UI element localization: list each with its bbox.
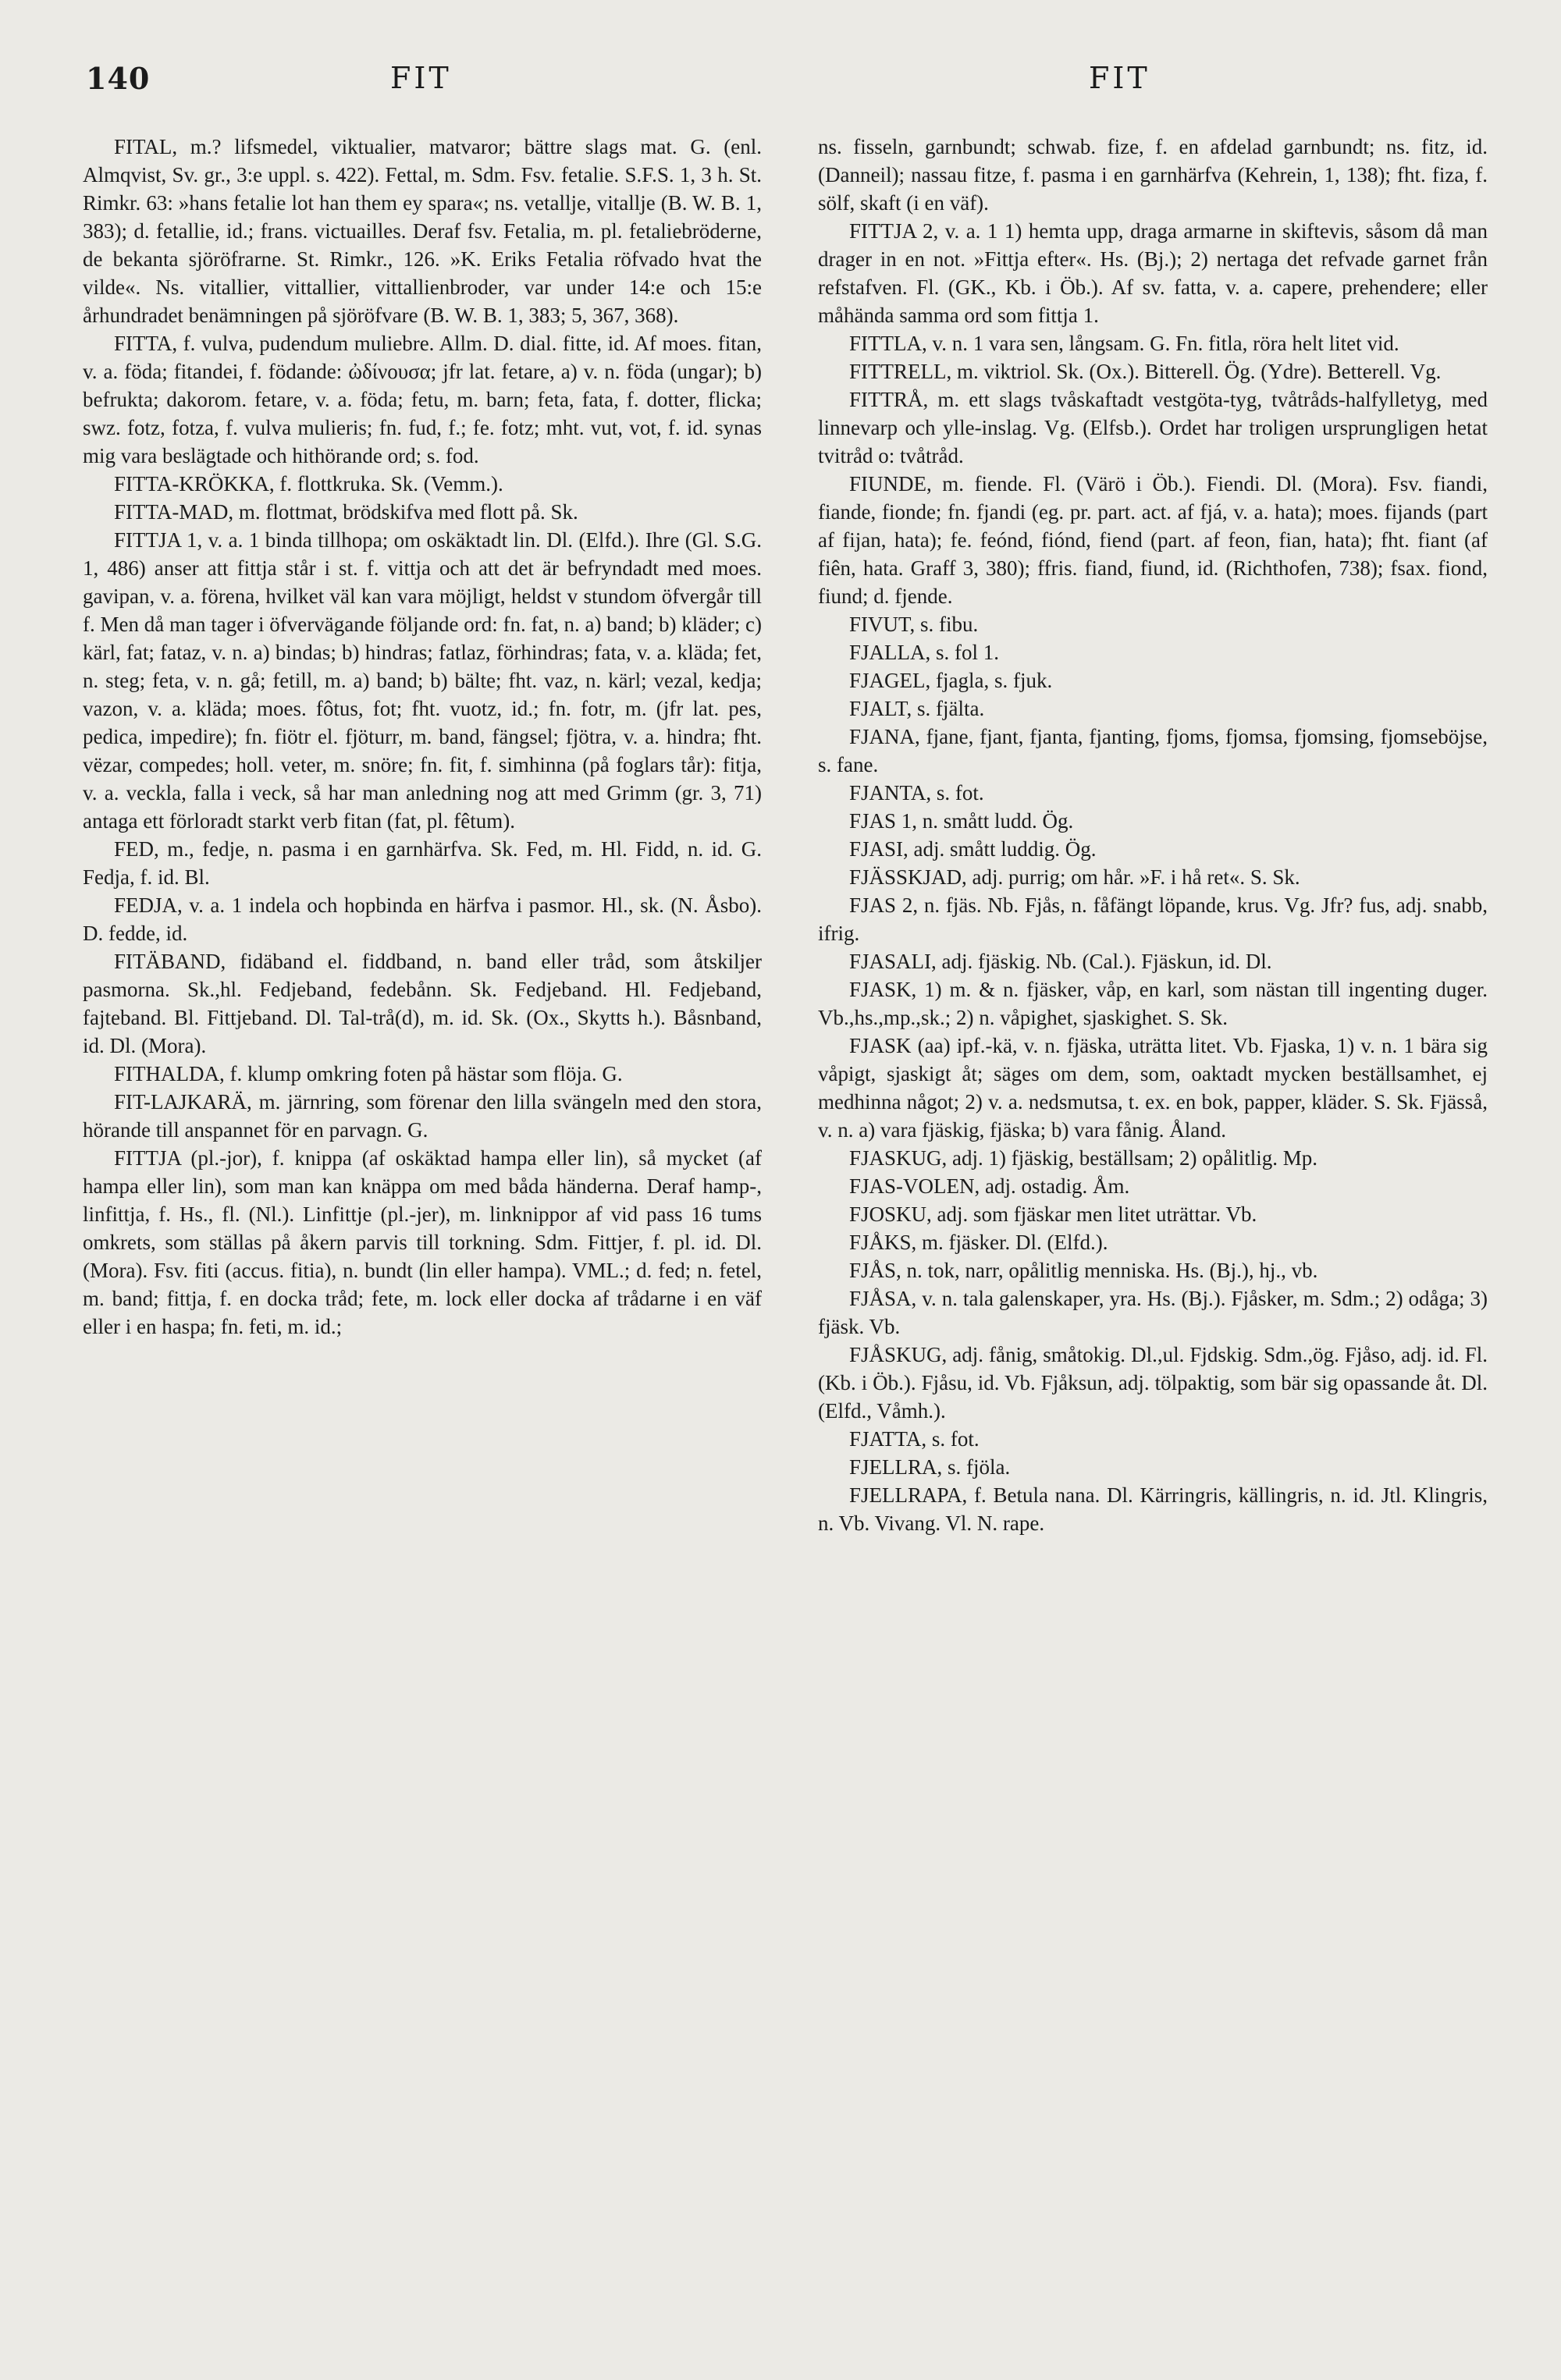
entry-fjatta: FJATTA, s. fot. (849, 1427, 980, 1451)
entry-fjasa: FJÅSA, v. n. tala galenskaper, yra. Hs. (Bj.). Fjåsker, m. Sdm.; 2) odåga; 3) fjäsk. Vb. (818, 1287, 1488, 1338)
left-column (83, 133, 762, 1341)
entry-fjaskug-2: FJÅSKUG, adj. fånig, småtokig. Dl.,ul. Fjdskig. Sdm.,ög. Fjåso, adj. id. Fl. (Kb. i Öb.). Fjåsu, id. Vb. Fjåksun, adj. tölpaktig, som bär sig opassande åt. Dl. (Elfd., Våmh.). (818, 1343, 1488, 1423)
entry-fjalt: FJALT, s. fjälta. (849, 697, 985, 720)
entry-fjosku: FJOSKU, adj. som fjäskar men litet uträttar. Vb. (849, 1202, 1257, 1226)
entry-continuation: ns. fisseln, garnbundt; schwab. fize, f. en afdelad garnbundt; ns. fitz, id. (Danneil); nassau fitze, f. pasma i en garnhärfva (Kehrein, 1, 138); fht. fiza, f. sölf, skaft (i en väf). (818, 135, 1488, 215)
entry-fitaband: FITÄBAND, fidäband el. fiddband, n. band eller tråd, som åtskiljer pasmorna. Sk.,hl. Fedjeband, fedebånn. Sk. Fedjeband. Hl. Fedjeband, fajteband. Bl. Fittjeband. Dl. Tal-trå(d), m. id. Sk. (Ox., Skytts h.). Båsnband, id. Dl. (Mora). (83, 950, 762, 1057)
entry-fjaks: FJÅKS, m. fjäsker. Dl. (Elfd.). (849, 1231, 1108, 1254)
entry-fjask-noun: FJASK, 1) m. & n. fjäsker, våp, en karl, som nästan till ingenting duger. Vb.,hs.,mp.,sk.; 2) n. våpighet, sjaskighet. S. Sk. (818, 978, 1488, 1029)
entry-fjana: FJANA, fjane, fjant, fjanta, fjanting, fjoms, fjomsa, fjomsing, fjomseböjse, s. fane. (818, 725, 1488, 776)
entry-fjas-2: FJAS 2, n. fjäs. Nb. Fjås, n. fåfängt löpande, krus. Vg. Jfr? fus, adj. snabb, ifrig. (818, 893, 1488, 945)
entry-fjasskjad: FJÄSSKJAD, adj. purrig; om hår. »F. i hå ret«. S. Sk. (849, 865, 1300, 889)
entry-fjanta: FJANTA, s. fot. (849, 781, 984, 805)
entry-fithalda: FITHALDA, f. klump omkring foten på hästar som flöja. G. (114, 1062, 623, 1085)
entry-fed: FED, m., fedje, n. pasma i en garnhärfva. Sk. Fed, m. Hl. Fidd, n. id. G. Fedja, f. id. Bl. (83, 837, 762, 889)
entry-fjasali: FJASALI, adj. fjäskig. Nb. (Cal.). Fjäskun, id. Dl. (849, 950, 1272, 973)
entry-fitta-mad: FITTA-MAD, m. flottmat, brödskifva med flott på. Sk. (114, 500, 578, 524)
entry-fjasi: FJASI, adj. smått luddig. Ög. (849, 837, 1097, 861)
entry-fjas-volen: FJAS-VOLEN, adj. ostadig. Åm. (849, 1174, 1130, 1198)
entry-fittla: FITTLA, v. n. 1 vara sen, långsam. G. Fn. fitla, röra helt litet vid. (849, 332, 1399, 355)
entry-fittja-noun: FITTJA (pl.-jor), f. knippa (af oskäktad hampa eller lin), så mycket (af hampa eller lin), som man kan knäppa om med båda händerna. Deraf hamp-, linfittja, f. Hs., fl. (Nl.). Linfittje (pl.-jer), m. linknippor af vid pass 16 tums omkrets, som ställas på åkern parvis till torkning. Sdm. Fittjer, f. pl. id. Dl. (Mora). Fsv. fiti (accus. fitia), n. bundt (lin eller hampa). VML.; d. fed; n. fetel, m. band; fittja, f. en docka tråd; fete, m. lock eller docka af trådarne i en väf eller i en haspa; fn. feti, m. id.; (83, 1146, 762, 1338)
entry-fjas-noun: FJÅS, n. tok, narr, opålitlig menniska. Hs. (Bj.), hj., vb. (849, 1259, 1318, 1282)
entry-fittra: FITTRÅ, m. ett slags tvåskaftadt vestgöta-tyg, tvåtråds-halfylletyg, med linnevarp och ylle-inslag. Vg. (Elfsb.). Ordet har troligen ursprungligen hetat tvitråd o: tvåtråd. (818, 388, 1488, 467)
right-column (818, 133, 1488, 1537)
right-running-head: FIT (1089, 61, 1150, 95)
entry-fit-lajkara: FIT-LAJKARÄ, m. järnring, som förenar den lilla svängeln med den stora, hörande till anspannet för en parvagn. G. (83, 1090, 762, 1142)
left-running-head: FIT (390, 61, 452, 95)
entry-fjellra: FJELLRA, s. fjöla. (849, 1455, 1011, 1479)
entry-fittja-1: FITTJA 1, v. a. 1 binda tillhopa; om oskäktadt lin. Dl. (Elfd.). Ihre (Gl. S.G. 1, 486) anser att fittja står i st. f. vittja och att det är befryndadt med moes. gavipan, v. a. förena, hvilket väl kan vara möjligt, heldst v stundom öfvergår till f. Men då man tager i öfvervägande följande ord: fn. fat, n. a) band; b) kläder; c) kärl, fat; fataz, v. n. a) bindas; b) hindras; fatlaz, förhindras; fata, v. a. kläda; fet, n. steg; feta, v. n. gå; fetill, m. a) band; b) bälte; fht. vaz, n. kärl; vezal, kedja; vazon, v. a. kläda; moes. fôtus, fot; fht. vuotz, id.; fn. fotr, m. (jfr lat. pes, pedica, impedire); fn. fiötr el. fjöturr, m. band, fängsel; fjötra, v. a. hindra; fht. vëzar, compedes; holl. veter, m. snöre; fn. fit, f. simhinna (på foglars tår): fitja, v. a. veckla, falla i veck, så har man anledning nog att med Grimm (gr. 3, 71) antaga ett förloradt starkt verb fitan (fat, pl. fêtum). (83, 528, 762, 833)
entry-fittja-2: FITTJA 2, v. a. 1 1) hemta upp, draga armarne in skiftevis, såsom då man drager in en not. »Fittja efter«. Hs. (Bj.); 2) nertaga det refvade garnet från refstafven. Fl. (GK., Kb. i Öb.). Af sv. fatta, v. a. capere, prehendere; eller måhända samma ord som fittja 1. (818, 219, 1488, 327)
entry-fittrell: FITTRELL, m. viktriol. Sk. (Ox.). Bitterell. Ög. (Ydre). Betterell. Vg. (849, 360, 1442, 383)
entry-fivut: FIVUT, s. fibu. (849, 613, 979, 636)
entry-fital: FITAL, m.? lifsmedel, viktualier, matvaror; bättre slags mat. G. (enl. Almqvist, Sv. gr., 3:e uppl. s. 422). Fettal, m. Sdm. Fsv. fetalie. S.F.S. 1, 3 h. St. Rimkr. 63: »hans fetalie lot han them ey spara«; ns. vetallje, vitallje (B. W. B. 1, 383); d. fetallie, id.; frans. victuailles. Deraf fsv. Fetalia, m. pl. fetaliebröderne, de bekanta sjöröfrarne. St. Rimkr., 126. »K. Eriks Fetalia röfvado hvat the vilde«. Ns. vitallier, vittallier, vittallienbroder, var under 14:e och 15:e århundradet benämningen på sjöröfvare (B. W. B. 1, 383; 5, 367, 368). (83, 135, 762, 327)
entry-fjalla: FJALLA, s. fol 1. (849, 641, 1000, 664)
entry-fiunde: FIUNDE, m. fiende. Fl. (Värö i Öb.). Fiendi. Dl. (Mora). Fsv. fiandi, fiande, fionde; fn. fjandi (eg. pr. part. act. af fjá, v. a. hata); moes. fijands (part af fijan, hata); fe. feónd, fiónd, fiend (part. af feon, fian, hata); fht. fiant (af fiên, hata. Graff 3, 380); ffris. fiand, fiund, id. (Richthofen, 738); fsax. fiond, fiund; d. fjende. (818, 472, 1488, 608)
entry-fjaskug: FJASKUG, adj. 1) fjäskig, beställsam; 2) opålitlig. Mp. (849, 1146, 1317, 1170)
entry-fjas-1: FJAS 1, n. smått ludd. Ög. (849, 809, 1074, 833)
page-number: 140 (86, 61, 151, 96)
entry-fitta-krokka: FITTA-KRÖKKA, f. flottkruka. Sk. (Vemm.). (114, 472, 503, 496)
entry-fjellrapa: FJELLRAPA, f. Betula nana. Dl. Kärringris, källingris, n. id. Jtl. Klingris, n. Vb. Vivang. Vl. N. rape. (818, 1483, 1488, 1535)
entry-fjask-verb: FJASK (aa) ipf.-kä, v. n. fjäska, uträtta litet. Vb. Fjaska, 1) v. n. 1 bära sig våpigt, sjaskigt åt; säges om dem, som, oaktadt mycken beställsamhet, ej medhinna något; 2) v. a. nedsmutsa, t. ex. en bok, papper, kläder. S. Sk. Fjässå, v. n. a) vara fjäskig, fjäska; b) vara fånig. Åland. (818, 1034, 1488, 1142)
entry-fedja: FEDJA, v. a. 1 indela och hopbinda en härfva i pasmor. Hl., sk. (N. Åsbo). D. fedde, id. (83, 893, 762, 945)
entry-fjagel: FJAGEL, fjagla, s. fjuk. (849, 669, 1053, 692)
entry-fitta: FITTA, f. vulva, pudendum muliebre. Allm. D. dial. fitte, id. Af moes. fitan, v. a. föda; fitandei, f. födande: ὠδίνουσα; jfr lat. fetare, a) v. n. föda (ungar); b) befrukta; dakorom. fetare, v. a. föda; fetu, m. barn; feta, fata, f. dotter, flicka; swz. fotz, fotza, f. vulva mulieris; fn. fud, f.; fe. fotz; mht. vut, vot, f. id. synas mig vara beslägtade och hithörande ord; s. fod. (83, 332, 762, 467)
